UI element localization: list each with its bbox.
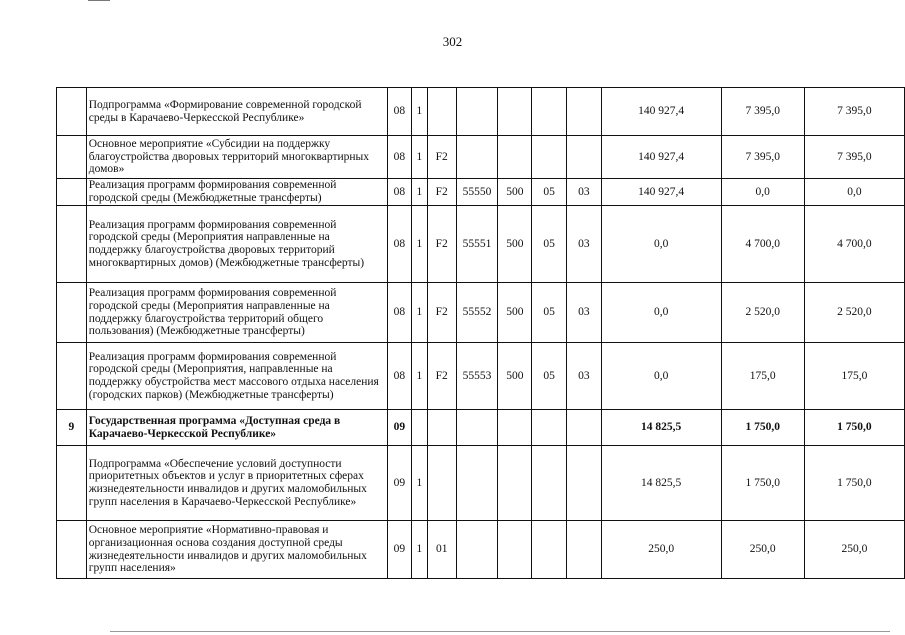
amount-year-1: 140 927,4 <box>601 179 721 206</box>
amount-year-1: 0,0 <box>601 206 721 283</box>
amount-year-3: 4 700,0 <box>804 206 904 283</box>
table-row <box>57 136 905 179</box>
code-expense-type <box>498 410 532 446</box>
program-name: Реализация программ формирования современной городской среды (Мероприятия, направленные на поддержку обустройства мест массового отдыха населения (городских парков) (Межбюджетные трансферты) <box>86 343 387 410</box>
code-subprogram <box>411 410 427 446</box>
code-program: 08 <box>387 88 411 136</box>
program-name: Основное мероприятие «Нормативно-правовая и организационная основа создания доступной среды жизнедеятельности инвалидов и других маломобильных групп населения» <box>86 521 387 579</box>
code-section: 05 <box>532 343 567 410</box>
code-program: 08 <box>387 136 411 179</box>
row-number <box>57 136 87 179</box>
amount-year-2: 1 750,0 <box>721 446 804 521</box>
code-expense-type <box>498 446 532 521</box>
amount-year-1: 14 825,5 <box>601 446 721 521</box>
code-expense-type: 500 <box>498 283 532 343</box>
page-number: 302 <box>442 34 463 49</box>
amount-year-3: 250,0 <box>804 521 904 579</box>
code-subsection: 03 <box>567 343 602 410</box>
amount-year-3: 7 395,0 <box>804 136 904 179</box>
program-name: Реализация программ формирования современной городской среды (Межбюджетные трансферты) <box>86 179 387 206</box>
code-direction <box>456 446 498 521</box>
table-row <box>57 88 905 136</box>
code-subsection: 03 <box>567 206 602 283</box>
amount-year-2: 0,0 <box>721 179 804 206</box>
amount-year-2: 2 520,0 <box>721 283 804 343</box>
amount-year-1: 140 927,4 <box>601 136 721 179</box>
code-main-activity: F2 <box>427 283 456 343</box>
code-direction <box>456 136 498 179</box>
amount-year-3: 1 750,0 <box>804 410 904 446</box>
code-direction <box>456 88 498 136</box>
code-section <box>532 446 567 521</box>
bottom-edge-line <box>110 631 890 632</box>
code-subsection <box>567 88 602 136</box>
scan-artifact-mark <box>88 0 110 1</box>
code-program: 08 <box>387 343 411 410</box>
code-main-activity <box>427 88 456 136</box>
code-program: 08 <box>387 179 411 206</box>
budget-table-body <box>57 88 905 579</box>
code-main-activity: F2 <box>427 179 456 206</box>
code-subprogram: 1 <box>411 88 427 136</box>
amount-year-2: 1 750,0 <box>721 410 804 446</box>
table-row <box>57 206 905 283</box>
row-number <box>57 521 87 579</box>
row-number <box>57 343 87 410</box>
code-expense-type <box>498 521 532 579</box>
row-number <box>57 179 87 206</box>
budget-table <box>56 87 905 579</box>
code-subsection <box>567 136 602 179</box>
table-row <box>57 179 905 206</box>
code-main-activity: F2 <box>427 343 456 410</box>
row-number <box>57 446 87 521</box>
program-name: Реализация программ формирования современной городской среды (Мероприятия направленные на поддержку благоустройства дворовых территорий многоквартирных домов) (Межбюджетные трансферты) <box>86 206 387 283</box>
amount-year-1: 14 825,5 <box>601 410 721 446</box>
code-section <box>532 521 567 579</box>
amount-year-1: 0,0 <box>601 343 721 410</box>
code-main-activity: F2 <box>427 206 456 283</box>
code-main-activity <box>427 410 456 446</box>
code-subprogram: 1 <box>411 446 427 521</box>
code-subsection: 03 <box>567 283 602 343</box>
code-expense-type: 500 <box>498 206 532 283</box>
code-program: 09 <box>387 521 411 579</box>
code-subprogram: 1 <box>411 521 427 579</box>
code-direction: 55552 <box>456 283 498 343</box>
code-program: 08 <box>387 206 411 283</box>
amount-year-3: 175,0 <box>804 343 904 410</box>
code-section <box>532 88 567 136</box>
amount-year-2: 4 700,0 <box>721 206 804 283</box>
code-section <box>532 410 567 446</box>
amount-year-2: 7 395,0 <box>721 88 804 136</box>
code-subprogram: 1 <box>411 283 427 343</box>
program-name: Подпрограмма «Обеспечение условий доступности приоритетных объектов и услуг в приоритетных сферах жизнедеятельности инвалидов и других маломобильных групп населения в Карачаево-Черкесской Республике» <box>86 446 387 521</box>
code-direction: 55553 <box>456 343 498 410</box>
amount-year-3: 2 520,0 <box>804 283 904 343</box>
code-expense-type <box>498 88 532 136</box>
code-section <box>532 136 567 179</box>
table-row <box>57 446 905 521</box>
amount-year-3: 0,0 <box>804 179 904 206</box>
code-subsection: 03 <box>567 179 602 206</box>
code-direction <box>456 521 498 579</box>
program-name: Подпрограмма «Формирование современной городской среды в Карачаево-Черкесской Республике» <box>86 88 387 136</box>
table-row <box>57 343 905 410</box>
amount-year-2: 250,0 <box>721 521 804 579</box>
table-row <box>57 521 905 579</box>
row-number <box>57 206 87 283</box>
amount-year-1: 140 927,4 <box>601 88 721 136</box>
code-section: 05 <box>532 283 567 343</box>
code-subprogram: 1 <box>411 136 427 179</box>
row-number <box>57 88 87 136</box>
code-direction: 55551 <box>456 206 498 283</box>
amount-year-2: 7 395,0 <box>721 136 804 179</box>
code-subprogram: 1 <box>411 179 427 206</box>
code-subsection <box>567 410 602 446</box>
code-expense-type: 500 <box>498 343 532 410</box>
code-direction: 55550 <box>456 179 498 206</box>
code-program: 09 <box>387 446 411 521</box>
amount-year-1: 250,0 <box>601 521 721 579</box>
code-program: 09 <box>387 410 411 446</box>
amount-year-3: 1 750,0 <box>804 446 904 521</box>
program-name: Основное мероприятие «Субсидии на поддержку благоустройства дворовых территорий многоквартирных домов» <box>86 136 387 179</box>
code-subprogram: 1 <box>411 343 427 410</box>
program-name: Государственная программа «Доступная среда в Карачаево-Черкесской Республике» <box>86 410 387 446</box>
code-section: 05 <box>532 206 567 283</box>
code-direction <box>456 410 498 446</box>
table-row <box>57 410 905 446</box>
code-main-activity: F2 <box>427 136 456 179</box>
code-program: 08 <box>387 283 411 343</box>
row-number: 9 <box>57 410 87 446</box>
amount-year-3: 7 395,0 <box>804 88 904 136</box>
code-section: 05 <box>532 179 567 206</box>
code-expense-type <box>498 136 532 179</box>
table-row <box>57 283 905 343</box>
program-name: Реализация программ формирования современной городской среды (Мероприятия направленные на поддержку благоустройства территорий общего пользования) (Межбюджетные трансферты) <box>86 283 387 343</box>
code-subprogram: 1 <box>411 206 427 283</box>
code-subsection <box>567 446 602 521</box>
code-expense-type: 500 <box>498 179 532 206</box>
amount-year-2: 175,0 <box>721 343 804 410</box>
code-main-activity: 01 <box>427 521 456 579</box>
amount-year-1: 0,0 <box>601 283 721 343</box>
code-main-activity <box>427 446 456 521</box>
row-number <box>57 283 87 343</box>
code-subsection <box>567 521 602 579</box>
